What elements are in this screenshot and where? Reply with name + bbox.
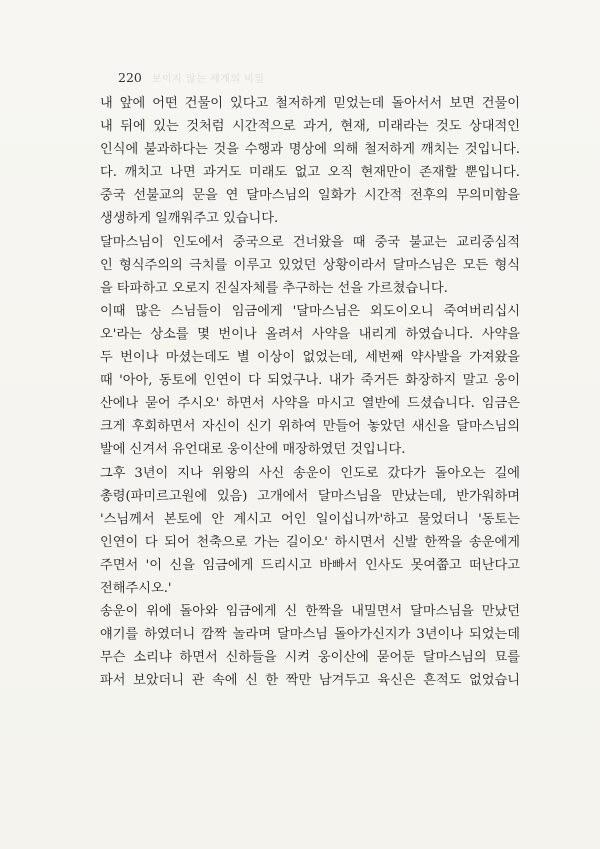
text-line: 파서 보았더니 관 속에 신 한 짝만 남겨두고 육신은 흔적도 없었습니 — [100, 673, 520, 689]
text-line: 그후 3년이 지나 위왕의 사신 송운이 인도로 갔다가 돌아오는 길에 — [100, 465, 520, 481]
text-line: 을 타파하고 오로지 진실자체를 추구하는 선을 가르쳤습니다. — [100, 280, 448, 296]
body-text — [100, 92, 520, 692]
text-line: 무슨 소리냐 하면서 신하들을 시켜 웅이산에 묻어둔 달마스님의 묘를 — [100, 650, 520, 666]
text-line: 다. 깨치고 나면 과거도 미래도 없고 오직 현재만이 존재할 뿐입니다. — [100, 165, 520, 181]
text-line: 달마스님이 인도에서 중국으로 건너왔을 때 중국 불교는 교리중심적 — [100, 234, 520, 250]
text-line: 내 앞에 어떤 건물이 있다고 철저하게 믿었는데 돌아서서 보면 건물이 — [100, 96, 520, 111]
text-line: 산에나 묻어 주시오' 하면서 사약을 마시고 열반에 드셨습니다. 임금은 — [100, 396, 520, 412]
text-line: 인연이 다 되어 천축으로 가는 길이오' 하시면서 신발 한짝을 송운에게 — [100, 534, 520, 550]
text-line: 중국 선불교의 문을 연 달마스님의 일화가 시간적 전후의 무의미함을 — [100, 188, 520, 204]
text-line: 내 뒤에 있는 것처럼 시간적으로 과거, 현재, 미래라는 것도 상대적인 — [100, 119, 520, 135]
text-line: 발에 신겨서 유언대로 웅이산에 매장하였던 것입니다. — [100, 442, 406, 458]
text-line: 인식에 불과하다는 것을 수행과 명상에 의해 철저하게 깨치는 것입니다. — [100, 142, 520, 158]
text-line: 크게 후회하면서 자신이 신기 위하여 만들어 놓았던 새신을 달마스님의 — [100, 419, 520, 435]
text-line: 이때 많은 스님들이 임금에게 '달마스님은 외도이오니 죽여버리십시 — [100, 303, 520, 319]
text-line: 주면서 '이 신을 임금에게 드리시고 바빠서 인사도 못여쭙고 떠난다고 — [100, 557, 520, 573]
running-head: 보이지 않는 세계의 비밀 — [151, 74, 265, 85]
text-line: 얘기를 하였더니 깜짝 놀라며 달마스님 돌아가신지가 3년이나 되었는데 — [100, 627, 520, 643]
text-line: 전해주시오.' — [100, 580, 172, 596]
text-line: 때 '아아, 동토에 인연이 다 되었구나. 내가 죽거든 화장하지 말고 웅이 — [100, 373, 520, 389]
page-number: 220 — [118, 70, 142, 85]
text-line: 두 번이나 마셨는데도 별 이상이 없었는데, 세번째 약사발을 가져왔을 — [100, 350, 520, 366]
text-line: 총령(파미르고원에 있음) 고개에서 달마스님을 만났는데, 반가워하며 — [100, 488, 520, 504]
text-line: 송운이 위에 돌아와 임금에게 신 한짝을 내밀면서 달마스님을 만났던 — [100, 604, 520, 620]
text-line: 오'라는 상소를 몇 번이나 올려서 사약을 내리게 하였습니다. 사약을 — [100, 326, 520, 342]
page-header — [118, 70, 265, 85]
text-line: 생생하게 일깨워주고 있습니다. — [100, 211, 279, 227]
text-line: 인 형식주의의 극치를 이루고 있었던 상황이라서 달마스님은 모든 형식 — [100, 257, 520, 273]
text-line: '스님께서 본토에 안 계시고 어인 일이십니까'하고 물었더니 '동토는 — [100, 511, 520, 527]
